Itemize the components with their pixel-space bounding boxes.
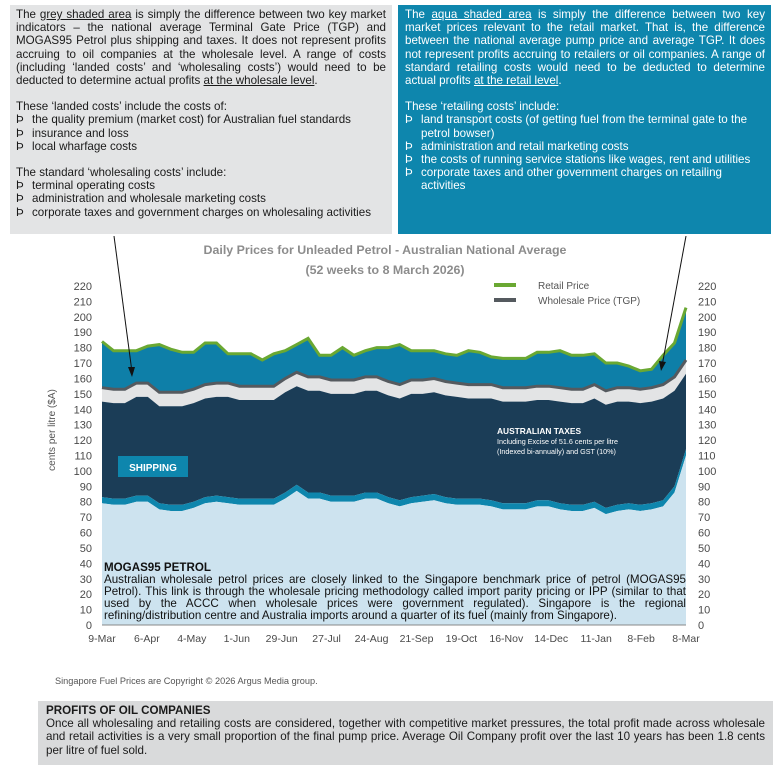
y-tick-label: 170: [73, 358, 92, 370]
y-axis-label: cents per litre ($A): [47, 389, 58, 471]
list-item: [405, 166, 765, 192]
x-tick-label: 14-Dec: [534, 633, 569, 645]
taxes-line-1: Including Excise of 51.6 cents per litre: [497, 437, 619, 446]
x-tick-label: 16-Nov: [489, 633, 524, 645]
y-tick-label: 210: [698, 296, 717, 309]
y-tick-label: 130: [73, 419, 92, 432]
taxes-title: AUSTRALIAN TAXES: [497, 426, 582, 436]
y-tick-label: 160: [698, 373, 717, 386]
mogas-title: MOGAS95 PETROL: [104, 561, 211, 574]
y-tick-label: 130: [698, 419, 717, 432]
bullet-icon: Þ: [405, 153, 413, 167]
x-tick-label: 27-Jul: [312, 633, 341, 645]
wholesale-intro-end: .: [314, 74, 318, 88]
y-tick-label: 60: [79, 527, 92, 540]
wholesaling-costs-heading: The standard ‘wholesaling costs’ include:: [16, 166, 227, 180]
right-y-axis: [698, 281, 716, 632]
y-tick-label: 200: [698, 311, 717, 324]
bullet-icon: Þ: [16, 126, 24, 140]
list-item: [16, 140, 386, 153]
y-tick-label: 0: [698, 620, 705, 632]
list-item-text: corporate taxes and government charges on wholesaling activities: [32, 205, 371, 219]
bullet-icon: Þ: [405, 139, 413, 153]
y-tick-label: 30: [79, 573, 92, 586]
y-tick-label: 160: [73, 373, 92, 386]
bullet-icon: Þ: [405, 113, 413, 127]
y-tick-label: 50: [79, 543, 92, 555]
list-item: [16, 206, 386, 219]
y-tick-label: 210: [73, 296, 92, 309]
list-item-text: terminal operating costs: [32, 179, 156, 193]
retail-intro: [405, 8, 765, 87]
wholesale-level-term: at the wholesale level: [203, 74, 315, 88]
x-axis: [88, 633, 700, 645]
retailing-costs-list: [405, 113, 765, 192]
y-tick-label: 90: [79, 481, 92, 494]
list-item: [16, 192, 386, 205]
y-tick-label: 60: [698, 527, 711, 540]
list-item: [16, 127, 386, 140]
landed-costs-list: [16, 113, 386, 153]
list-item-text: insurance and loss: [32, 126, 129, 140]
bullet-icon: Þ: [16, 113, 24, 127]
y-tick-label: 120: [698, 435, 717, 448]
x-tick-label: 1-Jun: [223, 633, 250, 645]
y-tick-label: 30: [698, 573, 711, 586]
list-item-text: the quality premium (market cost) for Australian fuel standards: [32, 113, 351, 127]
y-tick-label: 140: [73, 404, 92, 417]
y-tick-label: 80: [698, 496, 711, 509]
list-item-text: corporate taxes and other government charges on retailing activities: [421, 166, 722, 193]
left-y-axis: [74, 281, 92, 632]
y-tick-label: 50: [698, 543, 711, 555]
x-tick-label: 8-Feb: [627, 633, 655, 645]
wholesale-explanation-box: [10, 5, 392, 234]
list-item-text: local wharfage costs: [32, 139, 138, 153]
shipping-annotation: [118, 456, 188, 477]
bullet-icon: Þ: [16, 205, 24, 219]
y-tick-label: 220: [73, 281, 92, 293]
y-tick-label: 170: [698, 358, 717, 370]
y-tick-label: 190: [73, 327, 92, 340]
list-item: [405, 140, 765, 153]
y-tick-label: 100: [698, 465, 717, 478]
x-tick-label: 9-Mar: [88, 633, 116, 645]
aqua-area-term: aqua shaded area: [431, 8, 532, 21]
landed-costs-heading: These ‘landed costs’ include the costs of:: [16, 100, 227, 114]
legend-retail-label: Retail Price: [538, 281, 590, 292]
chart-title: Daily Prices for Unleaded Petrol - Australian National Average: [203, 243, 567, 257]
list-item: [16, 179, 386, 192]
mogas-note: [104, 562, 686, 622]
grey-area-term: grey shaded area: [39, 8, 132, 21]
y-tick-label: 140: [698, 404, 717, 417]
x-tick-label: 6-Apr: [134, 633, 160, 645]
x-tick-label: 29-Jun: [265, 633, 298, 645]
y-tick-label: 10: [79, 604, 92, 617]
list-item-text: land transport costs (of getting fuel from the terminal gate to the petrol bowser): [421, 113, 748, 140]
retail-explanation-box: [398, 5, 771, 234]
y-tick-label: 150: [73, 388, 92, 401]
y-tick-label: 90: [698, 481, 711, 494]
y-tick-label: 180: [73, 342, 92, 355]
y-tick-label: 20: [698, 589, 711, 602]
legend-tgp-label: Wholesale Price (TGP): [538, 296, 641, 307]
taxes-line-2: (Indexed bi-annually) and GST (10%): [497, 447, 616, 456]
chart-subtitle: (52 weeks to 8 March 2026): [305, 263, 465, 277]
y-tick-label: 10: [698, 604, 711, 617]
y-tick-label: 110: [74, 450, 92, 463]
x-tick-label: 21-Sep: [399, 633, 434, 645]
bullet-icon: Þ: [16, 192, 24, 206]
retail-intro-end: .: [558, 74, 562, 88]
list-item-text: administration and wholesale marketing costs: [32, 192, 266, 206]
y-tick-label: 180: [698, 342, 717, 355]
y-tick-label: 190: [698, 327, 717, 340]
bullet-icon: Þ: [16, 139, 24, 153]
x-tick-label: 24-Aug: [354, 633, 389, 645]
legend-retail-swatch: [494, 283, 516, 287]
list-item: [405, 113, 765, 139]
y-tick-label: 0: [85, 620, 92, 632]
profits-box: [38, 701, 773, 765]
y-tick-label: 70: [698, 512, 711, 525]
y-tick-label: 100: [73, 465, 92, 478]
wholesale-intro-pre: The: [16, 8, 40, 21]
profits-title: PROFITS OF OIL COMPANIES: [46, 704, 211, 717]
y-tick-label: 200: [73, 311, 92, 324]
legend-tgp-swatch: [494, 298, 516, 302]
y-tick-label: 150: [698, 388, 717, 401]
y-tick-label: 20: [79, 589, 92, 602]
retail-level-term: at the retail level: [473, 74, 559, 88]
list-item: [16, 113, 386, 126]
copyright-note: Singapore Fuel Prices are Copyright © 2026 Argus Media group.: [55, 676, 318, 686]
profits-body: Once all wholesaling and retailing costs are considered, together with competitive market pressures, the total profit made across wholesale and retail activities is a very small proportion of the final pump price. Average Oil Company profit over the last 10 years has been 1.8 cents per litre of fuel sold.: [46, 717, 765, 757]
y-tick-label: 40: [79, 558, 92, 571]
bullet-icon: Þ: [16, 179, 24, 193]
x-tick-label: 8-Mar: [672, 633, 700, 645]
retail-margin-area: [102, 308, 686, 393]
y-tick-label: 40: [698, 558, 711, 571]
y-tick-label: 110: [698, 450, 716, 463]
x-tick-label: 11-Jan: [580, 633, 612, 645]
list-item-text: the costs of running service stations like wages, rent and utilities: [421, 153, 751, 167]
retail-intro-mid: is simply the difference between two key market prices relevant to the retail market. That is, the difference between the national average pump price and average TGP. It does not represent profits accruing to retailers or oil companies. A range of standard retailing costs would need to be deducted to determine actual profits: [405, 8, 765, 88]
retail-intro-pre: The: [405, 8, 432, 21]
shipping-label: SHIPPING: [129, 463, 177, 474]
x-tick-label: 19-Oct: [445, 633, 478, 645]
mogas-body: Australian wholesale petrol prices are closely linked to the Singapore benchmark price of petrol (MOGAS95 Petrol). This link is through the wholesale pricing methodology called import parity pricing or IPP (similar to that used by the ACCC when wholesale prices were government regulated). Singapore is the regional refining/distribution centre and Australia imports around a quarter of its fuel (mainly from Singapore).: [104, 573, 686, 622]
list-item: [405, 153, 765, 166]
bullet-icon: Þ: [405, 166, 413, 180]
y-tick-label: 70: [79, 512, 92, 525]
y-tick-label: 80: [79, 496, 92, 509]
y-tick-label: 120: [73, 435, 92, 448]
x-tick-label: 4-May: [177, 633, 207, 645]
chart-legend: [494, 281, 640, 307]
y-tick-label: 220: [698, 281, 717, 293]
list-item-text: administration and retail marketing costs: [421, 139, 629, 153]
retailing-costs-heading: These ‘retailing costs’ include:: [405, 100, 560, 114]
wholesaling-costs-list: [16, 179, 386, 219]
wholesale-intro: [16, 8, 386, 87]
wholesale-intro-mid: is simply the difference between two key market indicators – the national average Terminal Gate Price (TGP) and MOGAS95 Petrol plus shipping and taxes. It does not represent profits accruing to oil companies at the wholesale level. A range of costs (including ‘landed costs’ and ‘wholesaling costs’) would need to be deducted to determine actual profits: [16, 8, 386, 88]
